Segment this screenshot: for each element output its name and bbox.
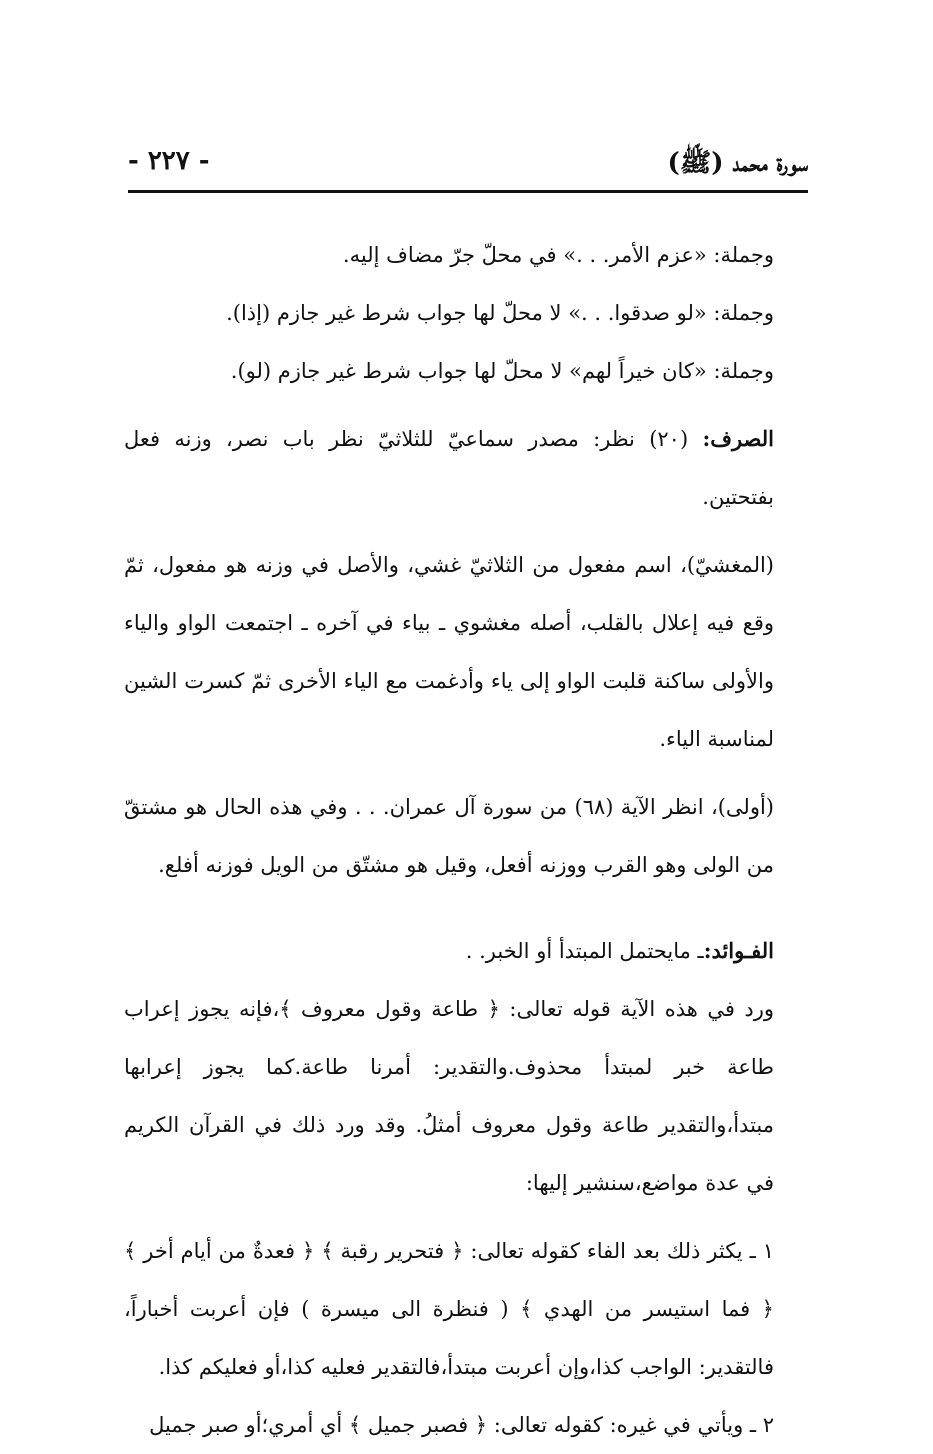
sarf-label: الصرف: — [702, 426, 774, 451]
sentence-line-1: وجملة: «عزم الأمر. . .» في محلّ جرّ مضاف إليه. — [342, 243, 774, 267]
fawaid-label: الفـوائد: — [703, 938, 774, 963]
page-header — [128, 142, 808, 188]
sarf-text: (٢٠) نظر: مصدر سماعيّ للثلاثيّ نظر باب نصر، وزنه فعل بفتحتين. — [124, 427, 774, 509]
sarf-paragraph — [124, 410, 810, 526]
list-item-2: ٢ ـ ويأتي في غيره: كقوله تعالى: ﴿ فصبر جميل ﴾ أي أمري؛أو صبر جميل — [149, 1413, 774, 1437]
sentence-line-2: وجملة: «لو صدقوا. . .» لا محلّ لها جواب شرط غير جازم (إذا). — [226, 301, 774, 325]
fawaid-paragraph: ورد في هذه الآية قوله تعالى: ﴿ طاعة وقول معروف ﴾،فإنه يجوز إعراب طاعة خبر لمبتدأ محذوف.والتقدير: أمرنا طاعة.كما يجوز إعرابها مبتدأ،والتقدير طاعة وقول معروف أمثلُ. وقد ورد ذلك في القرآن الكريم في عدة مواضع،سنشير إليها: — [124, 997, 774, 1195]
fawaid-title: ـ مايحتمل المبتدأ أو الخبر. . — [465, 939, 704, 963]
page-number: - ٢٢٧ - — [128, 146, 210, 176]
awla-paragraph: (أولى)، انظر الآية (٦٨) من سورة آل عمران. . . وفي هذه الحال هو مشتقّ من الولى وهو القرب ووزنه أفعل، وقيل هو مشتّق من الويل فوزنه أفلع. — [124, 795, 774, 877]
list-item-1: ١ ـ يكثر ذلك بعد الفاء كقوله تعالى: ﴿ فتحرير رقبة ﴾ ﴿ فعدةٌ من أيام أخر ﴾ ﴿ فما استيسر من الهدي ﴾ ( فنظرة الى ميسرة ) فإن أعربت أخباراً، فالتقدير: الواجب كذا،وإن أعربت مبتدأ،فالتقدير فعليه كذا،أو فعليكم كذا. — [124, 1239, 774, 1379]
mughshi-paragraph: (المغشيّ)، اسم مفعول من الثلاثيّ غشي، والأصل في وزنه هو مفعول، ثمّ وقع فيه إعلال بالقلب، أصله مغشوي ـ بياء في آخره ـ اجتمعت الواو والياء والأولى ساكنة قلبت الواو إلى ياء وأدغمت مع الياء الأخرى ثمّ كسرت الشين لمناسبة الياء. — [124, 553, 774, 751]
page-body — [124, 226, 810, 1454]
surah-title: سورة محمد (ﷺ) — [667, 148, 808, 178]
fawaid-heading — [124, 922, 810, 980]
sentence-line-3: وجملة: «كان خيراً لهم» لا محلّ لها جواب شرط غير جازم (لو). — [230, 359, 774, 383]
header-rule — [128, 190, 808, 193]
